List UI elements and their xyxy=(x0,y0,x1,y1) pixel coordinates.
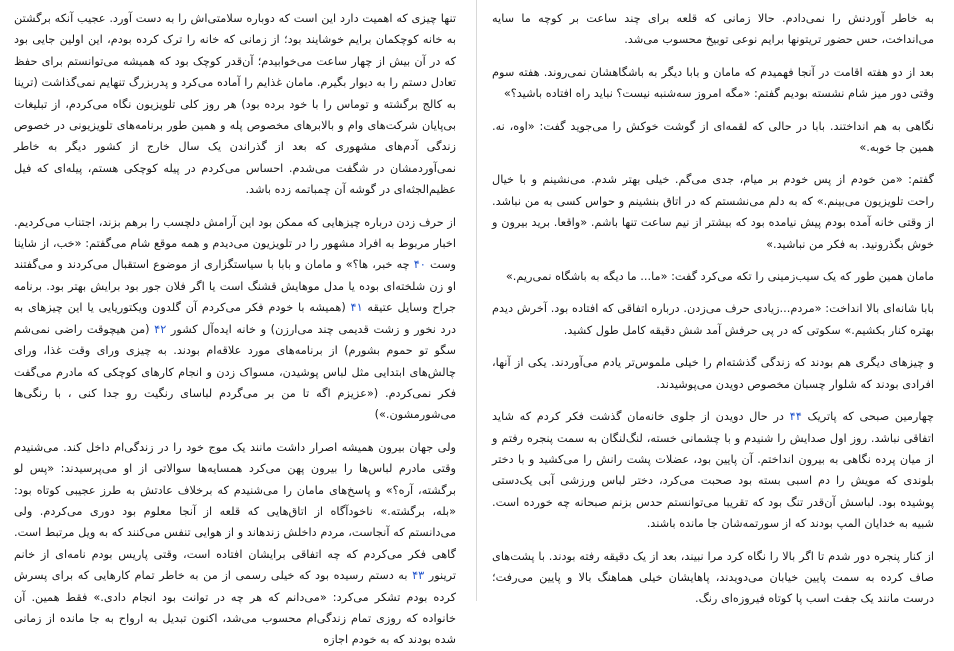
footnote-ref[interactable]: ۴۳ xyxy=(412,569,425,583)
paragraph xyxy=(492,546,934,610)
footnote-ref[interactable]: ۴۱ xyxy=(350,301,363,315)
paragraph-text: به خاطر آوردنش را نمی‌دادم. حالا زمانی که قلعه برای چند ساعت بر کوچه ما سایه می‌انداخت، حس حضور تریتونها برایم نوعی توبیخ محسوب می‌شد. xyxy=(492,12,934,47)
paragraph-text: چهارمین صبحی که پاتریک xyxy=(801,410,935,424)
paragraph-text: بعد از دو هفته اقامت در آنجا فهمیدم که ماما‌ن و بابا دیگر به باشگاهشان نمی‌روند. هفته سوم وقتی دور میز شام نشسته بودیم گفتم: «مگه امروز سه‌شنبه نیست؟ نباید راه افتاده باشید؟» xyxy=(492,65,934,101)
paragraph-text: (من هیچوقت راضی نمی‌شم سگو تو حموم بشورم) از برنامه‌های مورد علاقه‌ام بودند. به چیزی ورای وقت غذا، ورای چالش‌های ابتدایی مثل لباس پوشیدن، مسواک زدن و انجام کارهای کوچکی که مادرم می‌گفت فکر نمی‌کردم. («عزیزم اگه تا من بر می‌گردم لباسای رنگیت رو جدا کنی ، با رنگی‌ها می‌شورمشون.») xyxy=(14,322,456,422)
paragraph xyxy=(492,8,934,51)
paragraph xyxy=(492,116,934,159)
right-page xyxy=(480,0,954,606)
left-page xyxy=(0,0,474,647)
paragraph-text: مامان همین طور که یک سیب‌زمینی را تکه می‌کرد گفت: «ما... ما دیگه به باشگاه نمی‌ریم.» xyxy=(505,270,934,284)
paragraph-text: بابا شانه‌ای بالا انداخت: «مردم...زیادی حرف می‌زدن. درباره اتفاقی که افتاده بود. آخرش دیدم بهتره کنار بکشیم.» سکوتی که در پی حرفش آمد شش دقیقه کامل طول کشید. xyxy=(492,302,934,337)
paragraph-text: گفتم: «من خودم از پس خودم بر میام، جدی می‌گم. خیلی بهتر شدم. می‌نشینم و با خیال راحت تلویزیون می‌بینم.» که به دلم می‌نشستم که در اتاق بنشینم و حواس کسی به من نباشد. از وقتی خانه آمده بودم پیش نیامده بود که بیشتر از نیم ساعت تنها باشم. «واقعا. برید بیرون و خوش بگذرونید. به فکر من نباشید.» xyxy=(492,173,934,251)
paragraph-text: ولی جهان بیرون همیشه اصرار داشت مانند یک موج خود را در زندگی‌ام داخل کند. می‌شنیدم وقتی مادرم لباس‌ها را بیرون پهن می‌کرد همسایه‌ها سوالاتی از او می‌پرسیدند: «پس لو برگشته، آره؟» و پاسخ‌های مامان را می‌شنیدم که برخلاف عادتش به طرز عجیبی کوتاه بود: «بله، برگشته.» ناخودآگاه از اتاق‌هایی که قلعه از آنجا معلوم بود دوری می‌کردم. ولی می‌دانستم که آنجاست، مردم داخلش زندهاند و از هوایی تنفس می‌کنند که به ویل مرتبط است. گاهی فکر می‌کردم که چه اتفاقی برایشان افتاده است، وقتی پاریس بودم نامه‌ای از خانم ترینور xyxy=(14,440,456,583)
paragraph xyxy=(14,8,456,201)
paragraph xyxy=(14,437,456,651)
page-divider xyxy=(476,0,477,601)
paragraph-text: از حرف زدن درباره چیزهایی که ممکن بود این آرامش دلچسب را برهم بزند، اجتناب می‌کردیم. اخبار مربوط به افراد مشهور را در تلویزیون می‌دیدم و همه موقع شام می‌گفتم: «خب، از شاینا وست xyxy=(14,215,457,272)
paragraph xyxy=(14,212,456,426)
paragraph xyxy=(492,298,934,341)
footnote-ref[interactable]: ۴۲ xyxy=(154,322,167,336)
paragraph-text: در حال دویدن از جلوی خانه‌مان گذشت فکر کردم که شاید اتفاقی نباشد. روز اول صدایش را شنیدم و با چشمانی خسته، لنگ‌لنگان به سمت پنجره رفتم و از میان پرده نگاهی به بیرون انداختم. آن پایین بود، عضلات پشت رانش را می‌کشید و با دختر بلوندی که مویش را دم اسبی بسته بود صحبت می‌کرد، دختر لباس ورزشی آبی یک‌دستی پوشیده بود. لباسش آن‌قدر تنگ بود که تقریبا می‌توانستم حدس بزنم صبحانه چه خورده است. شبیه به خدایان المپ بودند که از سورتمه‌شان جا مانده باشند. xyxy=(492,410,934,531)
paragraph xyxy=(492,62,934,105)
paragraph-text: (همیشه با خودم فکر می‌کردم آن گلدون ویکتوریایی یا این چیزهای به درد نخور و زشت قدیمی چند می‌ارزن) و خانه ایده‌آل کشور xyxy=(14,301,457,336)
paragraph-text: از کنار پنجره دور شدم تا اگر بالا را نگاه کرد مرا نبیند، بعد از یک دقیقه رفته بودند. با پشت‌های صاف کرده به سمت پایین خیابان می‌دویدند، پاهایشان خیلی هماهنگ بالا و پایین می‌رفت؛ درست مانند یک جفت اسب پا کوتاه فیروزه‌ای رنگ. xyxy=(492,549,934,606)
paragraph-text: چه خبر، ها؟» و مامان و بابا با سیاستگزاری از موضوع استقبال می‌کردند و می‌گفتند او زن شلخته‌ای بوده یا مدل موهایش قشنگ است یا اگر فلان جور بود برایش بهتر بود. برنامه جراح وسایل عتیقه xyxy=(14,258,456,315)
paragraph-text: به دستم رسیده بود که خیلی رسمی از من به خاطر تمام کارهایی که برای پسرش کرده بودم تشکر می‌کرد: «می‌دانم که هر چه در توانت بود انجام دادی.» فقط همین. آن خانواده که روزی تمام زندگی‌ام محسوب می‌شد، اکنون تبدیل به ارواح به جا مانده از زمانی شده بودند که به خودم اجازه xyxy=(14,569,456,647)
paragraph xyxy=(492,266,934,287)
paragraph-text: نگاهی به هم انداختند. بابا در حالی که لقمه‌ای از گوشت خوکش را می‌جوید گفت: «اوه، نه. همین جا خوبه.» xyxy=(492,119,934,155)
footnote-ref[interactable]: ۴۴ xyxy=(789,410,802,424)
paragraph-text: و چیزهای دیگری هم بودند که زندگی گذشته‌ام را خیلی ملموس‌تر یادم می‌آوردند. یکی از آنها، افرادی بودند که شلوار چسبان مخصوص دویدن می‌پوشیدند. xyxy=(492,356,934,391)
paragraph xyxy=(492,406,934,534)
paragraph xyxy=(492,352,934,395)
paragraph xyxy=(492,169,934,255)
footnote-ref[interactable]: ۴۰ xyxy=(413,258,426,272)
paragraph-text: تنها چیزی که اهمیت دارد این است که دوباره سلامتی‌اش را به دست آورد. عجیب آنکه برگشتن به خانه کوچکمان برایم خوشایند بود؛ از زمانی که خانه را ترک کرده بودم، این اولین جایی بود که در آن بیش از چهار ساعت می‌خوابیدم؛ آن‌قدر کوچک بود که همیشه می‌توانستم برای حفظ تعادل دستم را به دیوار بگیرم. مامان غذایم را آماده می‌کرد و پدربزرگ تنهایم نمی‌گذاشت (ترینا به کالج برگشته و توماس را با خود برده بود) هر روز کلی تلویزیون نگاه می‌کردم، از تبلیغات بی‌پایان شرکت‌های وام و بالابرهای مخصوص پله و همین طور برنامه‌های تلویزیونی در خصوص زندگی آدم‌های مشهوری که بعد از گذراندن یک سال خارج از کشور دیگر به خاطر نمی‌آوردمشان در شگفت می‌شدم. احساس می‌کردم در پیله کوچکی هستم، پیله‌ای که فیل عظیم‌الجثه‌ای در گوشه آن چمباتمه زده باشد. xyxy=(14,12,456,197)
